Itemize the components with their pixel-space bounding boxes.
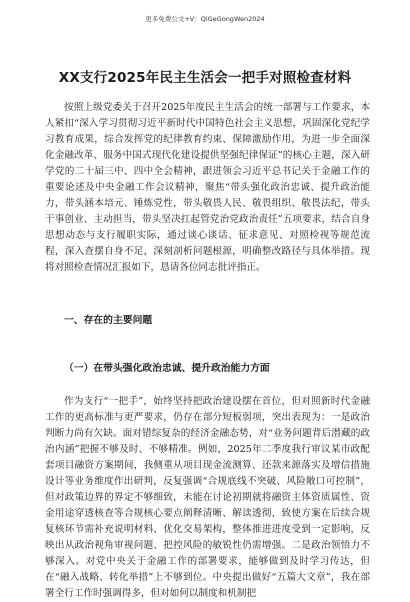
subsection-paragraph: 作为支行“一把手”，始终坚持把政治建设摆在首位，但对照新时代金融工作的更高标准与更严要求，仍存在部分短板弱项，突出表现为：一是政治判断力尚有欠缺。面对错综复杂的经济金融态势，对“业务问题背后潜藏的政治内涵”把握不够及时、不够精准。例如，2025年二季度我行审议某市政配套项目融资方案期间，我侧重从项目现金流测算、还款来源落实及增信措施设计等业务维度作出研判，反复强调“合规底线不突破、风险敞口可控制”，但对政策边界的界定不够细致，未能在讨论初期就将融资主体资质属性、资金用途穿透核查等合规核心要点阐释清晰、解读透彻，致使方案在后续合规复核环节需补充说明材料、优化交易架构，整体推进进度受到一定影响，反映出从政治视角审视问题、把控风险的敏锐性仍需增强。二是政治领悟力不够深入。对党中央关于金融工作的部署要求，能够做到及时学习传达，但在“融入战略、转化举措”上不够到位。中央提出做好“五篇大文章”，我在部署全行工作时强调得多，但对如何以制度和机制把: [45, 396, 370, 599]
header-watermark: 更多免费公文+V：QiGeGongWen2024: [145, 15, 265, 23]
subsection-heading: （一）在带头强化政治忠诚、提升政治能力方面: [64, 363, 270, 374]
intro-paragraph: 按照上级党委关于召开2025年度民主生活会的统一部署与工作要求，本人紧扣“深入学习贯彻习近平新时代中国特色社会主义思想，巩固深化党纪学习教育成果，综合发挥党的纪律教育约束、保障激励作用，为进一步全面深化金融改革、服务中国式现代化建设提供坚强纪律保证”的核心主题，深入研学党的二十届三中、四中全会精神，跟进领会习近平总书记关于金融工作的重要论述及中央金融工作会议精神，聚焦“带头强化政治忠诚、提升政治能力，带头涵本培元、锤炼党性，带头敬畏人民、敬畏组织、敬畏法纪，带头干事创业、主动担当，带头坚决扛起管党治党政治责任”五项要求，结合自身思想动态与支行履职实际，通过谈心谈话、征求意见、对照检视等规范流程，深入查摆自身不足，深刻剖析问题根源，明确整改路径与具体举措。现将对照检查情况汇报如下，恳请各位同志批评指正。: [45, 102, 370, 273]
section-heading: 一、存在的主要问题: [64, 315, 153, 326]
document-title: XX支行2025年民主生活会一把手对照检查材料: [58, 70, 352, 86]
